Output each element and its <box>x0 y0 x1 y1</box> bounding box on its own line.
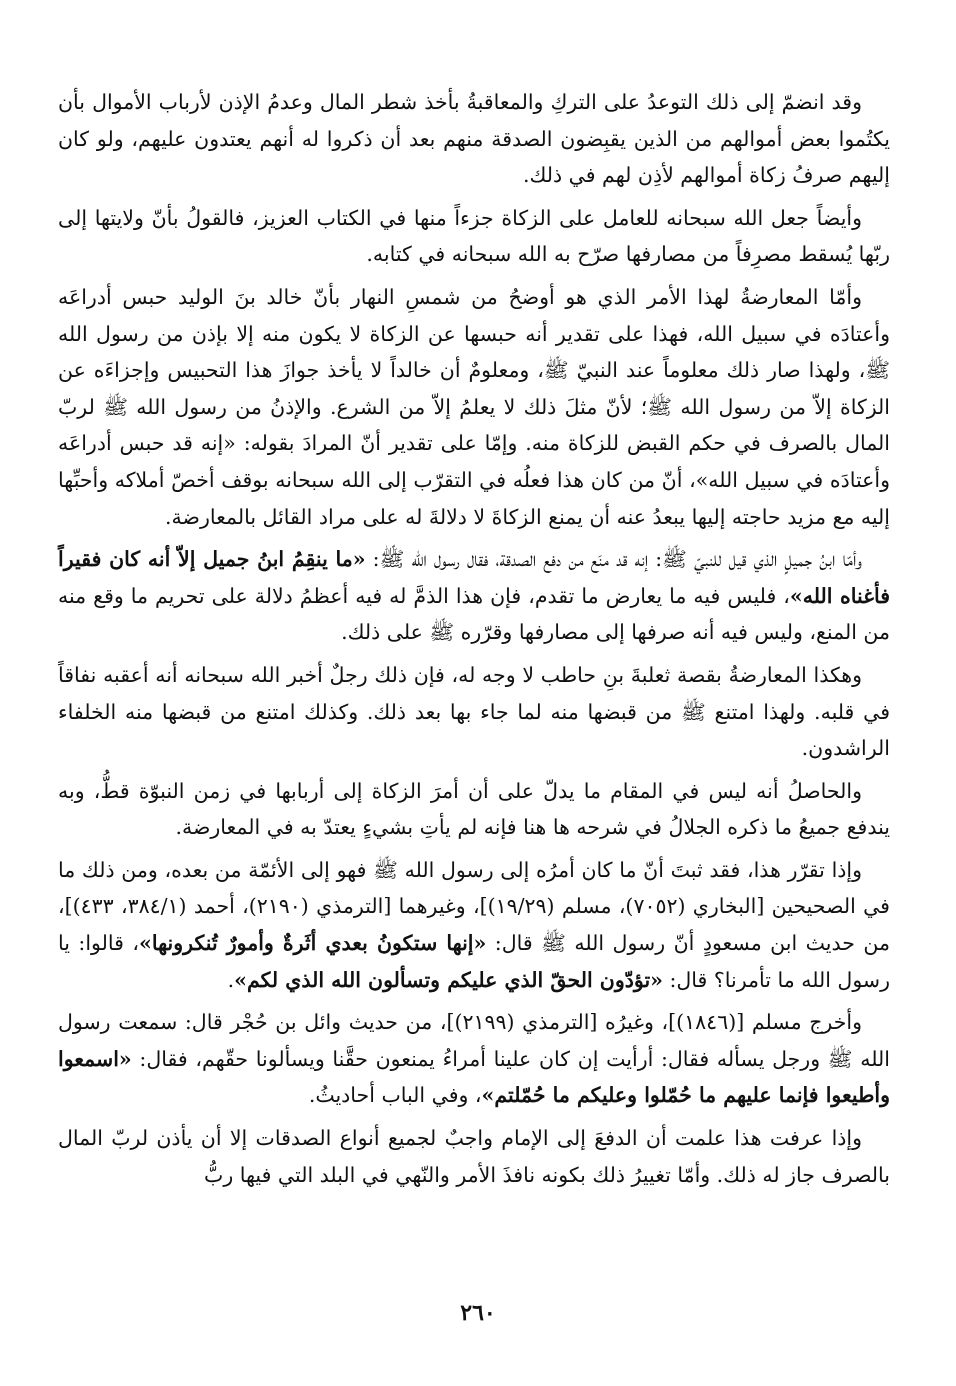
paragraph <box>58 1004 890 1114</box>
text-run: وأمّا ابنُ جميلٍ الذي قيل للنبيّ ﷺ: إنه قد منَع من دفع الصدقة، فقال رسول الله ﷺ: <box>365 547 862 572</box>
text-run: ، قالوا: يا رسول الله ما تأمرنا؟ قال: <box>58 931 890 992</box>
paragraph <box>58 852 890 998</box>
page-body <box>58 84 890 1199</box>
text-run: وأخرج مسلم [(١٨٤٦)]، وغيرُه [الترمذي (٢١٩٩)]، من حديث وائل بن حُجْر قال: سمعت رسول الله ﷺ ورجل يسأله فقال: أرأيت إن كان علينا أمراءُ يمنعون حقَّنا ويسألونا حقّهم، فقال: <box>58 1010 890 1071</box>
paragraph <box>58 84 890 194</box>
text-run: وأيضاً جعل الله سبحانه للعامل على الزكاة جزءاً منها في الكتاب العزيز، فالقولُ بأنّ ولايتها إلى ربّها يُسقط مصرِفاً من مصارفها صرّح به الله سبحانه في كتابه. <box>58 205 890 267</box>
text-run: وقد انضمّ إلى ذلك التوعدُ على التركِ والمعاقبةُ بأخذ شطر المال وعدمُ الإذن لأرباب الأموال بأن يكتُموا بعض أموالهم من الذين يقبِضون الصدقة منهم بعد أن ذكروا له أنهم يعتدون عليهم، ولو كان إليهم صرفُ زكاة أموالهم لأذِن لهم في ذلك. <box>58 90 890 188</box>
hadith-quote: «اسمعوا وأطيعوا فإنما عليهم ما حُمّلوا وعليكم ما حُمّلتم» <box>58 1046 890 1108</box>
text-run: . <box>227 967 235 992</box>
text-run: ، فليس فيه ما يعارض ما تقدم، فإن هذا الذمَّ له فيه أعظمُ دلالة على تحريم ما وقع منه من المنع، وليس فيه أنه صرفها إلى مصارفها وقرّره ﷺ على ذلك. <box>58 583 890 645</box>
paragraph <box>58 279 890 535</box>
paragraph <box>58 773 890 846</box>
text-run: وأمّا المعارضةُ لهذا الأمر الذي هو أوضحُ من شمسِ النهار بأنّ خالد بنَ الوليد حبس أدراعَه وأعتادَه في سبيل الله، فهذا على تقدير أنه حبسها عن الزكاة لا يكون منه إلا بإذن من رسول الله ﷺ، ولهذا صار ذلك معلوماً عند النبيّ ﷺ، ومعلومٌ أن خالداً لا يأخذ جوازَ هذا التحبيس وإجزاءَه عن الزكاة إلاّ من رسول الله ﷺ؛ لأنّ مثلَ ذلك لا يعلمُ إلاّ من الشرع. والإذنُ من رسول الله ﷺ لربّ المال بالصرف في حكم القبض للزكاة منه. وإمّا على تقدير أنّ المرادَ بقوله: «إنه قد حبس أدراعَه وأعتادَه في سبيل الله»، أنّ من كان هذا فعلُه في التقرّب إلى الله سبحانه بوقف أخصّ أملاكه وأحبِّها إليه مع مزيد حاجته إليها يبعدُ عنه أن يمنع الزكاةَ لا دلالةَ له على مراد القائل بالمعارضة. <box>58 284 890 529</box>
text-run: وإذا عرفت هذا علمت أن الدفعَ إلى الإمام واجبٌ لجميع أنواع الصدقات إلا أن يأذن لربّ المال بالصرف جاز له ذلك. وأمّا تغييرُ ذلك بكونه نافذَ الأمر والنّهي في البلد التي فيها ربُّ <box>58 1126 890 1187</box>
text-run: وإذا تقرّر هذا، فقد ثبتَ أنّ ما كان أمرُه إلى رسول الله ﷺ فهو إلى الأئمّة من بعده، ومن ذلك ما في الصحيحين [البخاري (٧٠٥٢)، مسلم (١٩/٢٩)]، وغيرهما [الترمذي (٢١٩٠)، أحمد (٣٨٤/١، ٤٣٣)]، من حديث ابن مسعودٍ أنّ رسول الله ﷺ قال: <box>58 857 890 956</box>
hadith-quote: «ما ينقِمُ ابنُ جميل إلاّ أنه كان فقيراً فأغناه الله» <box>58 547 890 608</box>
text-run: ، وفي الباب أحاديثُ. <box>308 1083 482 1108</box>
text-run: والحاصلُ أنه ليس في المقام ما يدلّ على أن أمرَ الزكاة إلى أربابها في زمن النبوّة قطُّ، وبه يندفع جميعُ ما ذكره الجلالُ في شرحه ها هنا فإنه لم يأتِ بشيءٍ يعتدّ به في المعارضة. <box>58 778 890 840</box>
page-number: ٢٦٠ <box>460 1300 496 1326</box>
hadith-quote: «تؤدّون الحقّ الذي عليكم وتسألون الله الذي لكم» <box>234 967 663 992</box>
paragraph <box>58 1120 890 1193</box>
paragraph <box>58 200 890 273</box>
hadith-quote: «إنها ستكونُ بعدي أثَرةٌ وأمورٌ تُنكرونها» <box>139 931 487 956</box>
text-run: وهكذا المعارضةُ بقصة ثعلبةَ بنِ حاطب لا وجه له، فإن ذلك رجلٌ أخبر الله سبحانه أنه أعقبه نفاقاً في قلبه. ولهذا امتنع ﷺ من قبضها منه لما جاء بها بعد ذلك. وكذلك امتنع من قبضها منه الخلفاء الراشدون. <box>58 662 890 761</box>
paragraph <box>58 657 890 767</box>
paragraph <box>58 541 890 651</box>
